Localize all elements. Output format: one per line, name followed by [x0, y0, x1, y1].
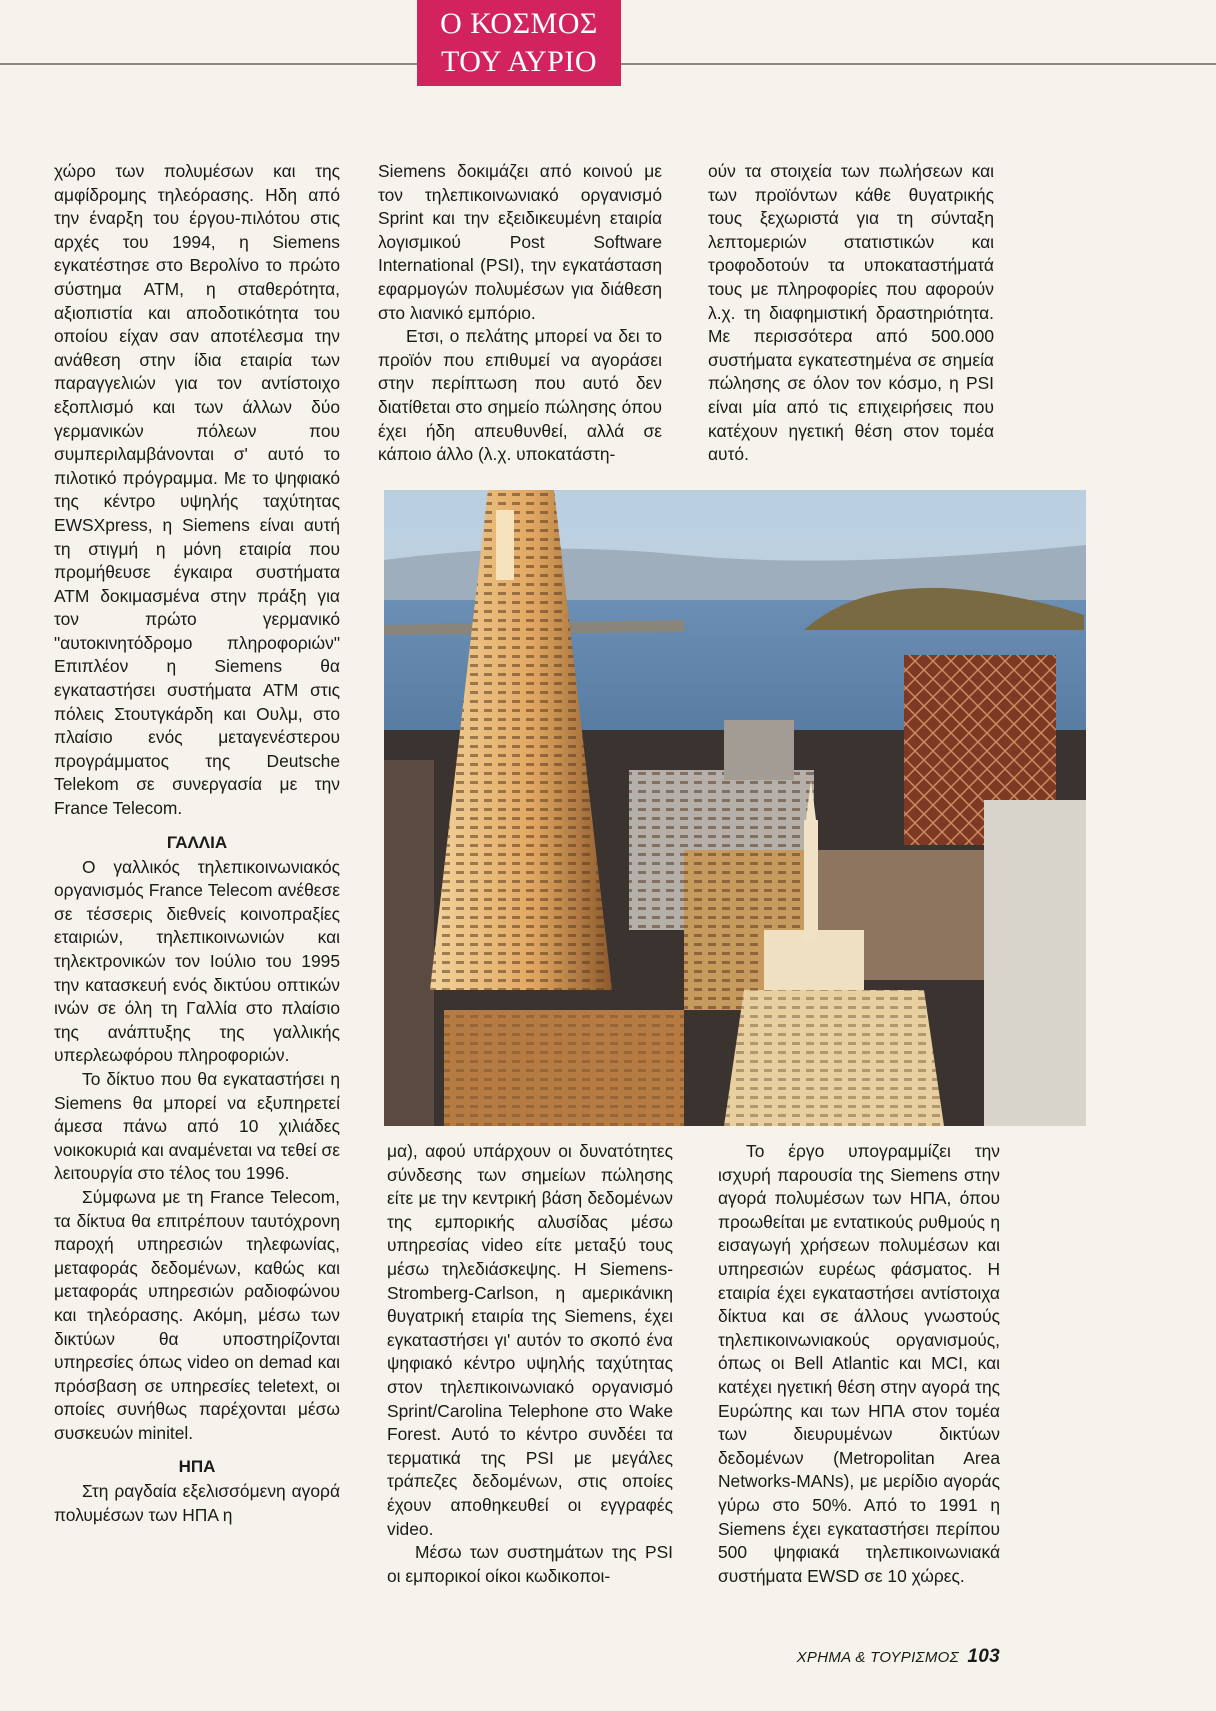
text-column-3	[708, 160, 994, 467]
text-column-4	[387, 1140, 673, 1588]
section-tag-line1: Ο ΚΟΣΜΟΣ	[440, 7, 598, 40]
header-rule-left	[0, 63, 418, 65]
page-footer	[797, 1646, 1000, 1668]
text-column-5	[718, 1140, 1000, 1588]
paragraph: Το δίκτυο που θα εγκαταστήσει η Siemens θα μπορεί να εξυπηρετεί άμεσα πάνω από 10 χιλιάδες νοικοκυριά και αναμένεται να τεθεί σε λειτουργία στο τέλος του 1996.	[54, 1068, 340, 1184]
section-tag	[417, 0, 621, 86]
text-column-1	[54, 160, 340, 1528]
paragraph: μα), αφού υπάρχουν οι δυνατότητες σύνδεσης των σημείων πώλησης είτε με την κεντρική βάση δεδομένων της εμπορικής αλυσίδας μέσω υπηρεσίας video είτε μεταξύ τους μέσω τηλεδιάσκεψης. Η Siemens-Stromberg-Carlson, η αμερικάνικη θυγατρική εταιρία της Siemens, έχει εγκαταστήσει γι' αυτόν το σκοπό ένα ψηφιακό κέντρο υψηλής ταχύτητας στον τηλεπικοινωνιακό οργανισμό Sprint/Carolina Telephone στο Wake Forest. Αυτό το κέντρο συνδέει τα τερματικά της PSI με μεγάλες τράπεζες δεδομένων, στις οποίες έχουν αποθηκευθεί οι εγγραφές video.	[387, 1141, 673, 1539]
paragraph: ούν τα στοιχεία των πωλήσεων και των προϊόντων κάθε θυγατρικής τους ξεχωριστά για τη σύνταξη λεπτομεριών στατιστικών και τροφοδοτούν τα υποκαταστήματά τους με πληροφορίες που αφορούν λ.χ. τη διαφημιστική δραστηριότητα. Με περισσότερα από 500.000 συστήματα εγκατεστημένα σε σημεία πώλησης σε όλον τον κόσμο, η PSI είναι μία από τις επιχειρήσεις που κατέχουν ηγετική θέση στον τομέα αυτό.	[708, 161, 994, 465]
page-number: 103	[967, 1646, 1000, 1667]
paragraph: χώρο των πολυμέσων και της αμφίδρομης τηλεόρασης. Ηδη από την έναρξη του έργου-πιλότου στις αρχές του 1994, η Siemens εγκατέστησε στο Βερολίνο το πρώτο σύστημα ATM, η σταθερότητα, αξιοπιστία και αποδοτικότητα του οποίου είχαν σαν αποτέλεσμα την ανάθεση στην ίδια εταιρία των παραγγελιών για τον αντίστοιχο εξοπλισμό και των άλλων δύο γερμανικών πόλεων που συμπεριλαμβάνονται σ' αυτό το πιλοτικό πρόγραμμα. Με το ψηφιακό της κέντρο υψηλής ταχύτητας EWSXpress, η Siemens είναι αυτή τη στιγμή η μόνη εταιρία που προμήθευσε έγκαιρα συστήματα ATM δοκιμασμένα στην πράξη για τον πρώτο γερμανικό "αυτοκινητόδρομο πληροφοριών" Επιπλέον η Siemens θα εγκαταστήσει συστήματα ATM στις πόλεις Στουτγκάρδη και Ουλμ, στο πλαίσιο ενός μεταγενέστερου προγράμματος της Deutsche Telekom σε συνεργασία με την France Telecom.	[54, 161, 340, 819]
paragraph: Μέσω των συστημάτων της PSI οι εμπορικοί οίκοι κωδικοποι-	[387, 1542, 673, 1586]
paragraph: Siemens δοκιμάζει από κοινού με τον τηλεπικοινωνιακό οργανισμό Sprint και την εξειδικευμένη εταιρία λογισμικού Post Software International (PSI), την εγκατάσταση εφαρμογών πολυμέσων για διάθεση στο λιανικό εμπόριο.	[378, 161, 662, 323]
paragraph: Ετσι, ο πελάτης μπορεί να δει το προϊόν που επιθυμεί να αγοράσει στην περίπτωση που αυτό δεν διατίθεται στο σημείο πώλησης όπου έχει ήδη απευθυνθεί, αλλά σε κάποιο άλλο (λ.χ. υποκατάστη-	[378, 326, 662, 465]
section-heading-usa: ΗΠΑ	[178, 1457, 216, 1477]
header-rule-right	[620, 63, 1216, 65]
paragraph: Το έργο υπογραμμίζει την ισχυρή παρουσία της Siemens στην αγορά πολυμέσων των ΗΠΑ, όπου προωθείται με εντατικούς ρυθμούς η εισαγωγή χρήσεων πολυμέσων και υπηρεσιών ευρέως φάσματος. Η εταιρία έχει εγκαταστήσει αντίστοιχα δίκτυα και σε άλλους γνωστούς τηλεπικοινωνιακούς οργανισμούς, όπως οι Bell Atlantic και MCI, και κατέχει ηγετική θέση στην αγορά της Ευρώπης και των ΗΠΑ στον τομέα των διευρυμένων δικτύων δεδομένων (Metropolitan Area Networks-MANs), με μερίδιο αγοράς γύρω στο 50%. Από το 1991 η Siemens έχει εγκαταστήσει περίπου 500 ψηφιακά τηλεπικοινωνιακά συστήματα EWSD σε 10 χώρες.	[718, 1141, 1000, 1586]
city-skyline-photo	[384, 490, 1086, 1126]
paragraph: Σύμφωνα με τη France Telecom, τα δίκτυα θα επιτρέπουν ταυτόχρονη παροχή υπηρεσιών τηλεφωνίας, μεταφοράς δεδομένων, καθώς και μεταφοράς υπηρεσιών ραδιοφώνου και τηλεόρασης. Ακόμη, μέσω των δικτύων θα υποστηρίζονται υπηρεσίες όπως video on demad και πρόσβαση σε υπηρεσίες teletext, οι οποίες συνήθως παρέχονται μέσω συσκευών minitel.	[54, 1186, 340, 1443]
section-heading-france: ΓΑΛΛΙΑ	[166, 832, 228, 852]
magazine-name: ΧΡΗΜΑ & ΤΟΥΡΙΣΜΟΣ	[796, 1649, 959, 1666]
paragraph: Στη ραγδαία εξελισσόμενη αγορά πολυμέσων των ΗΠΑ η	[54, 1481, 340, 1526]
section-tag-line2: ΤΟΥ ΑΥΡΙΟ	[441, 45, 597, 78]
paragraph: Ο γαλλικός τηλεπικοινωνιακός οργανισμός France Telecom ανέθεσε σε τέσσερις διεθνείς κοινοπραξίες εταιριών, τηλεπικοινωνιών και τηλεκτρονικών τον Ιούλιο του 1995 την κατασκευή ενός δικτύου οπτικών ινών σε όλη τη Γαλλία στο πλαίσιο της ανάπτυξης της γαλλικής υπερλεωφόρου πληροφοριών.	[54, 856, 340, 1066]
text-column-2	[378, 160, 662, 467]
